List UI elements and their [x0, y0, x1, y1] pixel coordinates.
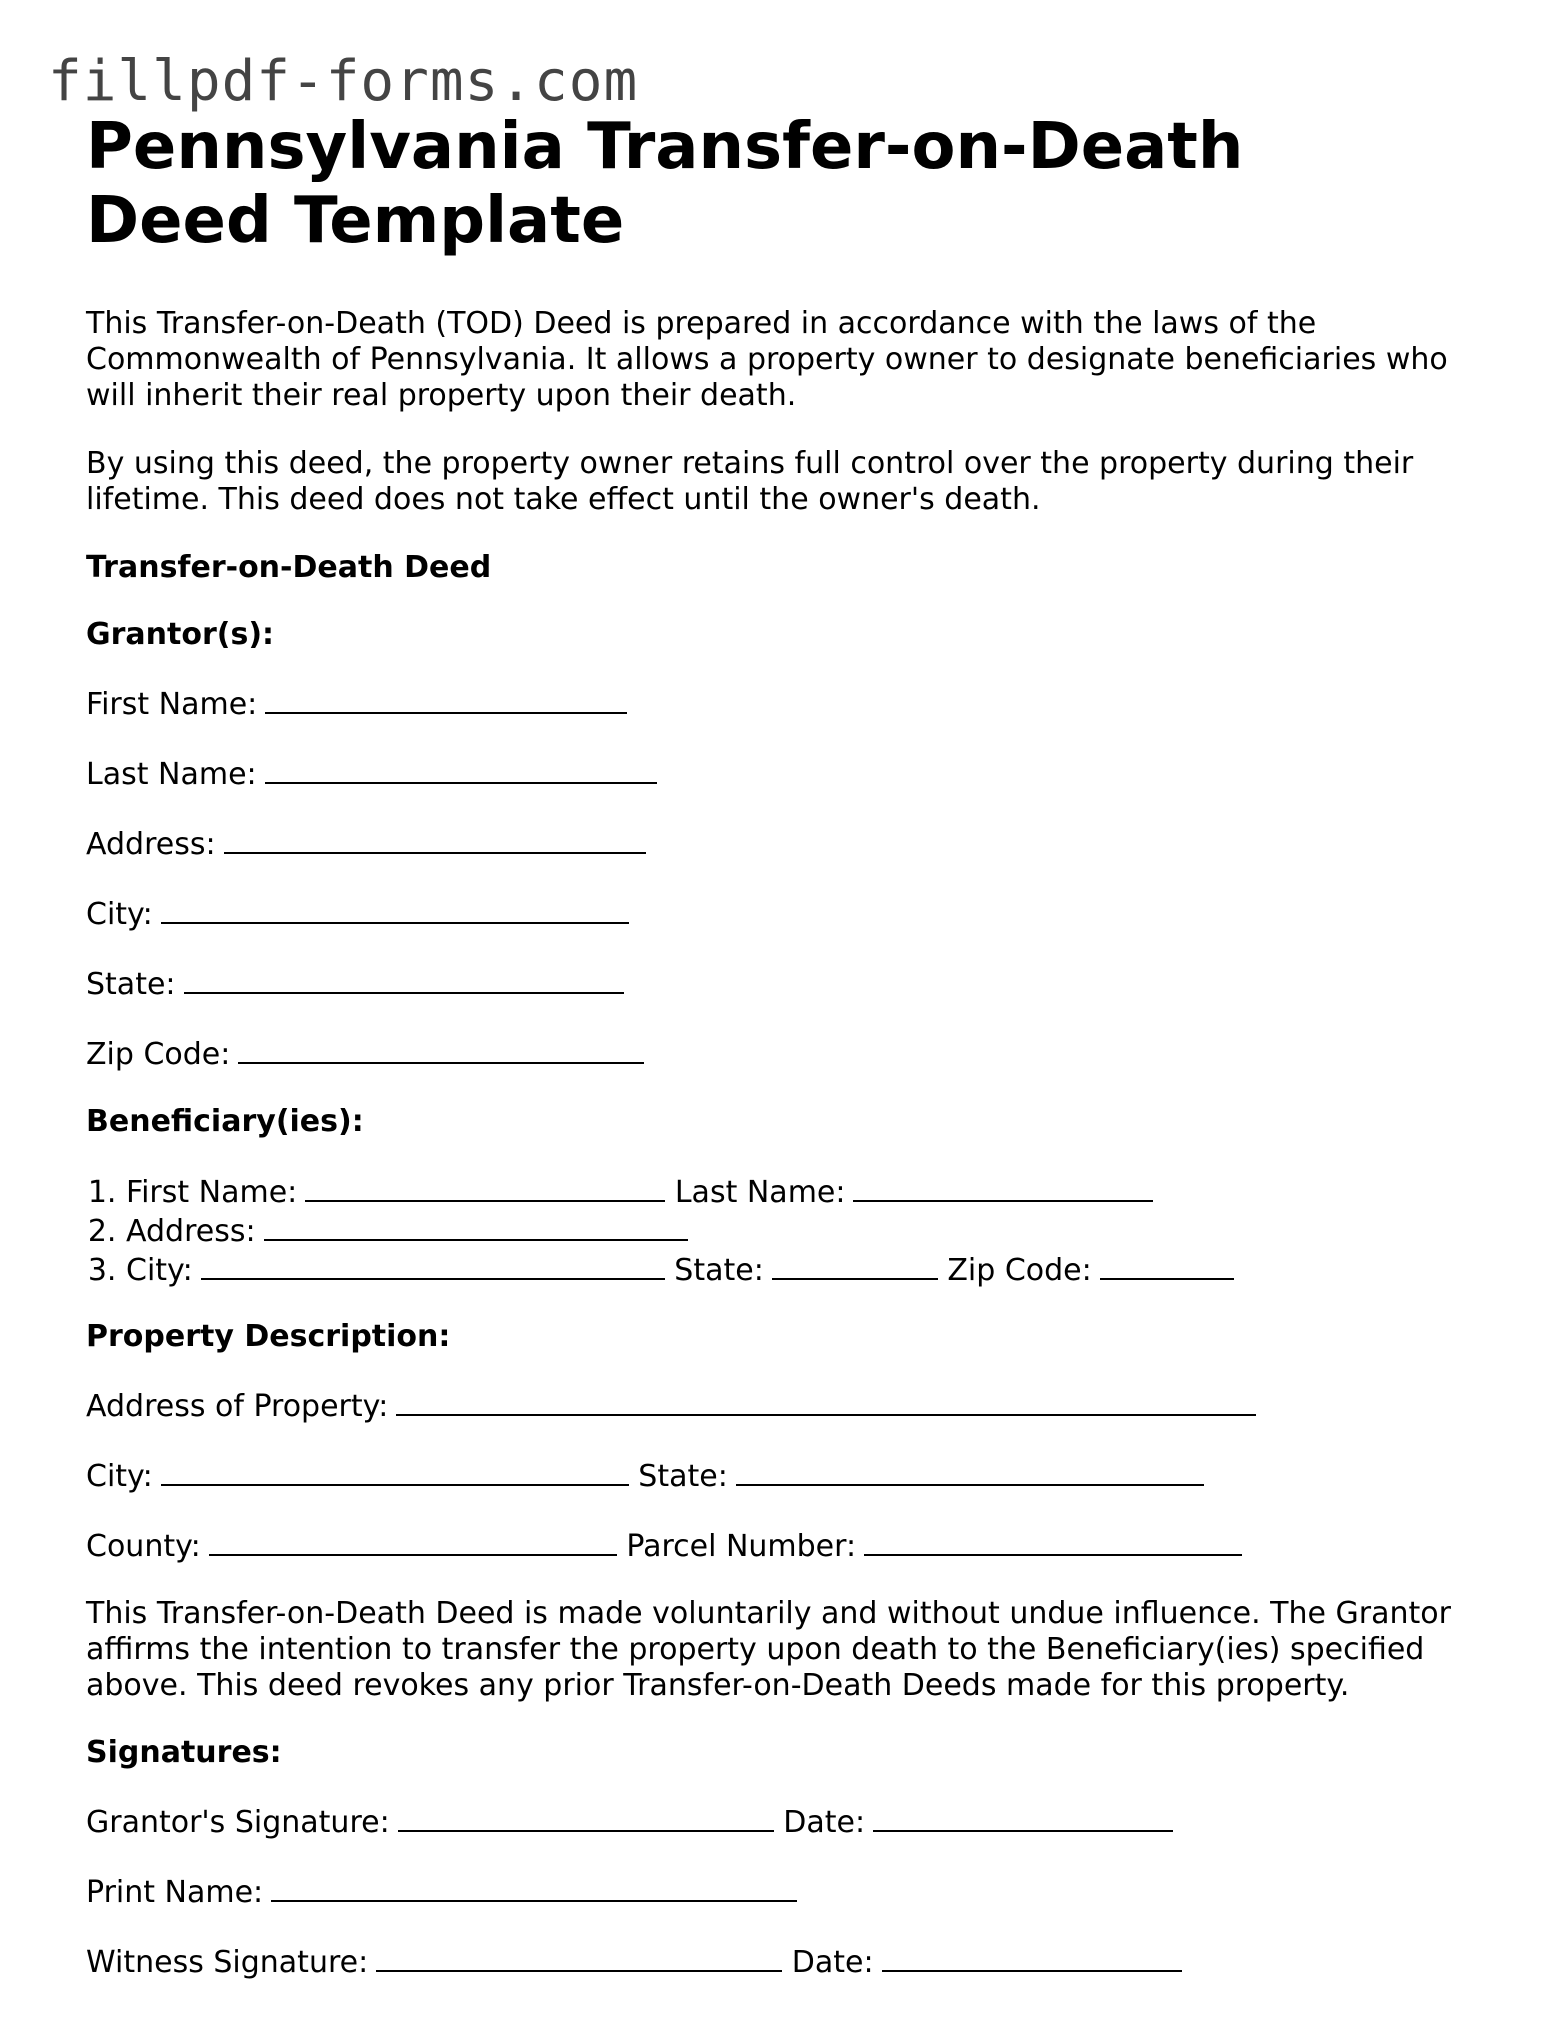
beneficiary-city-field[interactable] [201, 1250, 665, 1280]
property-address-field[interactable] [396, 1386, 1256, 1416]
witness-signature-label: Witness Signature: [86, 1945, 369, 1980]
beneficiary-last-name-label: Last Name: [674, 1175, 846, 1210]
beneficiary-address-label: Address: [126, 1214, 256, 1249]
grantor-state-label: State: [86, 967, 176, 1002]
grantor-zip-field[interactable] [238, 1034, 644, 1064]
grantor-city-row [86, 894, 1486, 933]
property-parcel-label: Parcel Number: [626, 1529, 857, 1564]
property-state-label: State: [638, 1459, 728, 1494]
grantor-first-name-label: First Name: [86, 687, 258, 722]
beneficiary-city-label: City: [126, 1253, 193, 1288]
grantor-city-label: City: [86, 897, 153, 932]
beneficiary-heading: Beneficiary(ies): [86, 1104, 364, 1139]
beneficiary-first-name-field[interactable] [305, 1172, 665, 1202]
grantor-last-name-row [86, 754, 1486, 793]
property-county-field[interactable] [209, 1526, 617, 1556]
grantor-heading: Grantor(s): [86, 617, 275, 652]
property-address-row [86, 1386, 1486, 1425]
grantor-signature-label: Grantor's Signature: [86, 1805, 390, 1840]
print-name-row [86, 1872, 1486, 1911]
grantor-last-name-label: Last Name: [86, 757, 257, 792]
grantor-state-row [86, 964, 1486, 1003]
property-city-label: City: [86, 1459, 153, 1494]
beneficiary-last-name-field[interactable] [853, 1172, 1153, 1202]
grantor-address-field[interactable] [224, 824, 646, 854]
property-city-state-row [86, 1456, 1486, 1495]
grantor-signature-row [86, 1802, 1486, 1841]
grantor-zip-row [86, 1034, 1486, 1073]
property-county-parcel-row [86, 1526, 1486, 1565]
beneficiary-list [86, 1172, 1486, 1289]
beneficiary-zip-field[interactable] [1100, 1250, 1234, 1280]
print-name-label: Print Name: [86, 1875, 264, 1910]
affirmation-paragraph: This Transfer-on-Death Deed is made voluntarily and without undue influence. The Grantor affirms the intention to transfer the property upon death to the Beneficiary(ies) specified above. This deed revokes any prior Transfer-on-Death Deeds made for this property. [86, 1596, 1451, 1703]
beneficiary-zip-label: Zip Code: [947, 1253, 1092, 1288]
grantor-last-name-field[interactable] [265, 754, 657, 784]
property-county-label: County: [86, 1529, 201, 1564]
grantor-first-name-row [86, 684, 1486, 723]
document-page [86, 110, 1486, 1981]
grantor-address-row [86, 824, 1486, 863]
beneficiary-address-field[interactable] [264, 1211, 688, 1241]
signatures-heading: Signatures: [86, 1735, 282, 1770]
property-parcel-field[interactable] [864, 1526, 1242, 1556]
grantor-signature-field[interactable] [398, 1802, 774, 1832]
property-address-label: Address of Property: [86, 1389, 389, 1424]
property-city-field[interactable] [161, 1456, 629, 1486]
beneficiary-name-item [126, 1172, 1486, 1211]
witness-date-label: Date: [791, 1945, 874, 1980]
grantor-date-label: Date: [783, 1805, 866, 1840]
grantor-date-field[interactable] [873, 1802, 1173, 1832]
watermark: fillpdf-forms.com [48, 49, 639, 114]
beneficiary-first-name-label: First Name: [126, 1175, 298, 1210]
witness-signature-field[interactable] [376, 1942, 782, 1972]
grantor-address-label: Address: [86, 827, 216, 862]
beneficiary-state-field[interactable] [772, 1250, 938, 1280]
beneficiary-address-item [126, 1211, 1486, 1250]
grantor-zip-label: Zip Code: [86, 1037, 231, 1072]
witness-date-field[interactable] [882, 1942, 1182, 1972]
witness-signature-row [86, 1942, 1486, 1981]
section-title: Transfer-on-Death Deed [86, 550, 492, 585]
grantor-state-field[interactable] [184, 964, 624, 994]
intro-paragraph-2: By using this deed, the property owner retains full control over the property during their lifetime. This deed does not take effect until the owner's death. [86, 446, 1414, 517]
page-title: Pennsylvania Transfer-on-Death Deed Template [86, 110, 1244, 258]
beneficiary-location-item [126, 1250, 1486, 1289]
grantor-city-field[interactable] [161, 894, 629, 924]
property-state-field[interactable] [736, 1456, 1204, 1486]
beneficiary-state-label: State: [674, 1253, 764, 1288]
grantor-first-name-field[interactable] [265, 684, 627, 714]
intro-paragraph-1: This Transfer-on-Death (TOD) Deed is prepared in accordance with the laws of the Commonwealth of Pennsylvania. It allows a property owner to designate beneficiaries who will inherit their real property upon their death. [86, 306, 1448, 413]
print-name-field[interactable] [271, 1872, 797, 1902]
property-heading: Property Description: [86, 1319, 451, 1354]
